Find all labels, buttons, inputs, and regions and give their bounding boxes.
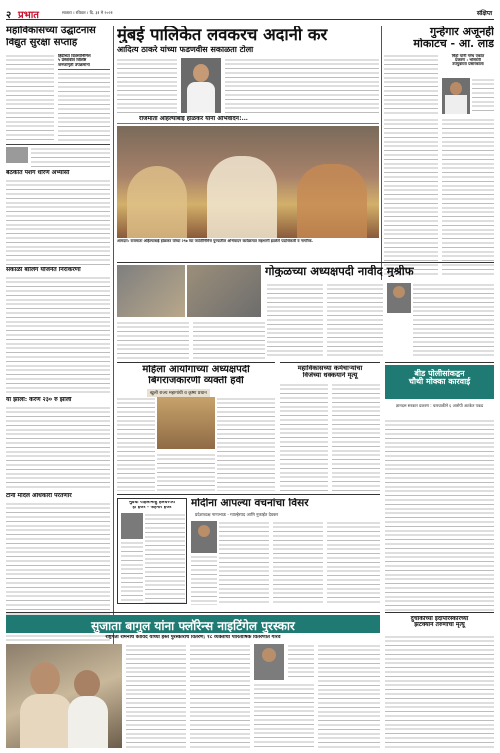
- right-text-1: [384, 54, 438, 116]
- gokul-text-2: [193, 321, 265, 359]
- modi-sidebox: [117, 498, 187, 604]
- modi-sidebox-text: [145, 513, 185, 603]
- lead-story: [117, 26, 379, 256]
- modi-sidebox-head-2: ही हजर - फहनार हजर: [132, 505, 172, 510]
- sujata-text-2: [190, 644, 250, 748]
- right-top-story: [384, 26, 494, 276]
- vijay-headline-2: विजेच्या धक्कयाने मृत्यू: [302, 371, 358, 379]
- photo-caption-text: राजमाता अहिल्याबाई होळकर यांना अभिवादन!...: [139, 116, 248, 122]
- gokul-photo-1: [117, 265, 185, 317]
- gokul-portrait: [387, 283, 411, 313]
- gokul-text-1: [117, 321, 189, 359]
- page-number: २: [6, 10, 12, 21]
- mahila-text-3: [157, 453, 215, 491]
- left-text-2: [58, 72, 110, 142]
- vijay-text-1: [280, 383, 328, 491]
- mahila-headline-2: बिगराजकारणी व्यक्ती हवी: [148, 375, 244, 386]
- left-side-box: [58, 54, 110, 70]
- modi-sidebox-portrait: [121, 513, 143, 539]
- duchaki-text-1: [385, 635, 494, 749]
- mahila-photo: [157, 397, 215, 449]
- gokul-story: [117, 262, 494, 360]
- gokul-text-5: [413, 283, 494, 359]
- sujata-subhead: राष्ट्रपती रामनाथ कोविंद यांच्या हस्ते पुरस्कारांचे वितरण; १८ व्यक्तींचा पारितोषिक वितरणात गौरव: [105, 635, 281, 640]
- gokul-text-3: [267, 283, 323, 359]
- right-byline-2: प्रकरण : भोसरती: [455, 58, 481, 63]
- beed-banner: [385, 365, 494, 399]
- modi-portrait: [191, 521, 217, 553]
- dateline: सातारा । रविवार । दि. ३१ मे २०२१: [62, 10, 113, 15]
- duchaki-headline-2: झटक्याने तरुणाचा मृत्यू: [414, 622, 465, 629]
- beed-sub: ज्ञानदत्त सरकार प्रकरण : चारचाकीने ६ आरोपी अटकेत पकड: [395, 403, 484, 408]
- vijay-text-2: [332, 383, 380, 491]
- right-portrait: [442, 78, 470, 114]
- left-text-6: [6, 406, 110, 491]
- beed-text-1: [385, 419, 494, 611]
- right-headline: गुन्हेगार अजूनही: [429, 26, 494, 38]
- vijay-story: [280, 362, 380, 492]
- left-text-4: [6, 179, 110, 265]
- left-text-5: [6, 276, 110, 394]
- left-side-head: हिंदीच्या दिवसानिमित्त: [58, 54, 91, 58]
- gokul-headline: गोकुळच्या अध्यक्षपदी नावीद मुश्रीफ: [265, 265, 414, 278]
- left-mid-head: बैठकीत पशंग धोरण अभ्यासी: [6, 170, 70, 176]
- lead-photo-caption: [117, 116, 379, 124]
- lead-headline: मुंबई पालिकेत लवकरच अदानी कर: [117, 26, 328, 44]
- lead-text-1: [117, 58, 177, 113]
- duchaki-headline: दुचाकीच्या इंदापरिस्कारच्या: [410, 616, 469, 622]
- sujata-text-4: [288, 644, 314, 680]
- left-sub-head: या झाला: करण २३० रु झाली: [6, 397, 72, 403]
- mahila-tag: खुली राज्य महागांधी व कृष्ण प्रधान: [147, 389, 210, 397]
- modi-sidebox-head: मुंडेची पाहलामेत्हु हेलधरपरी: [129, 501, 175, 505]
- left-text-1: [6, 54, 54, 142]
- left-sub-head-2: टोनी मोदेल अधिकारी परतणार: [6, 493, 72, 499]
- lead-subhead: आदित्य ठाकरे यांच्या फडणवीस सकाळता टोला: [117, 45, 254, 54]
- lead-portrait: [181, 58, 221, 113]
- mahila-headline: महिला आयोगाच्या अध्यक्षपदी: [142, 365, 250, 375]
- lead-caption: आमदार: राजमाता अहिल्याबाई होळकर यांच्या २९७ व्या जयंतीनिमित्त पुण्यातील अभिवादन कार्यक्रमात सहभागी झालेले पदाधिकारी व नागरिक.: [117, 239, 313, 243]
- mahila-text-2: [217, 397, 275, 491]
- right-headline-2: मोकाटच - आ. लाड: [413, 37, 494, 50]
- modi-text-1: [219, 521, 269, 605]
- modi-text-2: [273, 521, 323, 605]
- right-text-4: [442, 118, 494, 276]
- sujata-headline: सुजाता बागुल यांना फ्लॉरेन्स नाइटिंगेल पुरस्कार: [91, 619, 295, 633]
- left-mid-head-2: सकाळी बालिंग योजनेत निराकरणा: [6, 267, 81, 273]
- left-text-3: [31, 147, 110, 167]
- gokul-text-4: [327, 283, 383, 359]
- left-side-head-2: ५ प्रस्तावीत विशिष्ट: [58, 58, 87, 63]
- sujata-text-5: [318, 644, 380, 748]
- right-byline: मिहो यांनी गरेच एकांत: [451, 54, 485, 58]
- sujata-text-1: [126, 644, 186, 748]
- paper-name: प्रभात: [18, 10, 40, 21]
- modi-headline: मोदींना आपल्या वचनांचा विसर: [191, 498, 309, 509]
- beed-headline: बीड पोलीसांकडून: [414, 369, 465, 378]
- mahila-story: [117, 362, 275, 492]
- section-name: संक्षिप्त: [476, 10, 492, 17]
- sujata-photo: [6, 644, 122, 748]
- left-headline-2: विद्युत सुरक्षा सप्ताह: [6, 37, 78, 48]
- vijay-headline: महाविकासच्या कर्मचाऱ्यांचा: [297, 365, 363, 372]
- sujata-portrait: [254, 644, 284, 680]
- right-text-3: [384, 118, 438, 276]
- modi-story: [117, 494, 380, 606]
- right-side-head: [442, 54, 494, 76]
- left-small-photo: [6, 147, 28, 163]
- modi-text-3: [327, 521, 380, 605]
- left-headline: महाविकासच्या उद्घाटनास: [6, 26, 96, 36]
- modi-text-4: [191, 555, 217, 605]
- mahila-text-1: [117, 397, 155, 491]
- sujata-text-3: [254, 683, 314, 748]
- duchaki-story: [385, 612, 494, 748]
- lead-text-2: [225, 58, 379, 113]
- right-text-2: [472, 78, 494, 114]
- right-byline-3: उपयुक्तता प्रसारकाला: [452, 62, 484, 67]
- beed-headline-2: चौथी मोक्का कारवाई: [408, 377, 471, 386]
- modi-tag: प्रदेशाध्यक्ष नानाभाऊ - ग्वाल्हेरपद आणि नुकाईत देवकर: [195, 512, 279, 517]
- beed-story: [385, 362, 494, 610]
- gokul-photo-2: [187, 265, 261, 317]
- left-side-head-3: जनजागृती उपक्रमांना: [58, 62, 90, 67]
- modi-sidebox-text-2: [121, 541, 143, 603]
- lead-photo: [117, 126, 379, 238]
- sujata-story: [6, 612, 380, 748]
- sujata-banner: [6, 615, 380, 633]
- masthead: [6, 6, 494, 20]
